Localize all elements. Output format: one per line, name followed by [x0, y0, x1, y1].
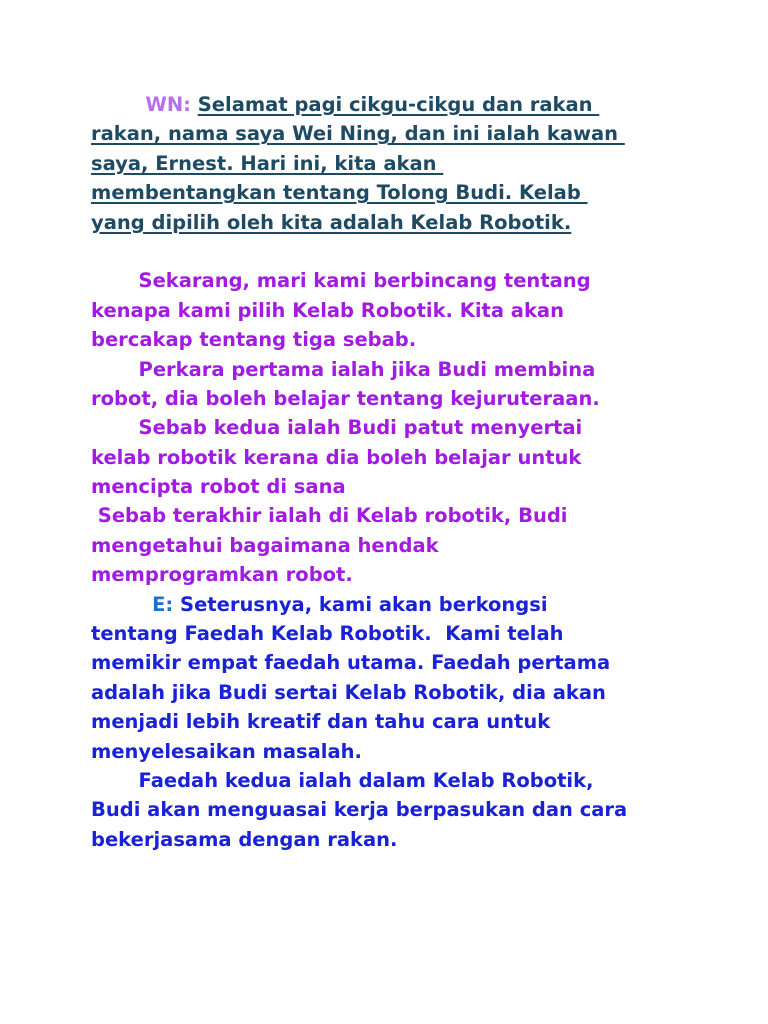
- intro-text: rakan, nama saya Wei Ning, dan ini ialah kawan: [91, 122, 625, 146]
- reasons-line: Sebab terakhir ialah di Kelab robotik, Budi: [91, 504, 568, 528]
- intro-line-2: [91, 119, 691, 148]
- reasons-line: robot, dia boleh belajar tentang kejuruteraan.: [91, 386, 600, 410]
- speaker-e: E:: [152, 592, 174, 616]
- benefits-line: Faedah kedua ialah dalam Kelab Robotik,: [91, 768, 594, 792]
- benefits-text: Seterusnya, kami akan berkongsi: [173, 592, 548, 616]
- reasons-line: bercakap tentang tiga sebab.: [91, 328, 417, 352]
- benefits-line: adalah jika Budi sertai Kelab Robotik, dia akan: [91, 680, 606, 704]
- intro-line-5: [91, 208, 691, 237]
- intro-text: yang dipilih oleh kita adalah Kelab Robotik.: [91, 210, 572, 234]
- benefits-line-1: [91, 590, 691, 619]
- benefits-line: bekerjasama dengan rakan.: [91, 827, 398, 851]
- reasons-line: memprogramkan robot.: [91, 563, 353, 587]
- speaker-label-wn: [91, 93, 145, 116]
- reasons-line: Sekarang, mari kami berbincang tentang: [91, 269, 591, 293]
- document-text: [91, 90, 691, 854]
- reasons-line: mengetahui bagaimana hendak: [91, 533, 439, 557]
- intro-line-3: [91, 149, 691, 178]
- speaker-wn: WN:: [145, 93, 191, 116]
- intro-text: saya, Ernest. Hari ini, kita akan: [91, 151, 444, 175]
- intro-line-1: [91, 90, 691, 119]
- intro-text: membentangkan tentang Tolong Budi. Kelab: [91, 181, 588, 205]
- paragraph-spacer: [91, 237, 691, 266]
- benefits-line: menyelesaikan masalah.: [91, 739, 362, 763]
- reasons-line: Sebab kedua ialah Budi patut menyertai: [91, 416, 583, 440]
- intro-text: Selamat pagi cikgu-cikgu dan rakan: [197, 93, 600, 116]
- benefits-line: memikir empat faedah utama. Faedah pertama: [91, 651, 611, 675]
- reasons-line: Perkara pertama ialah jika Budi membina: [91, 357, 596, 381]
- reasons-line: kelab robotik kerana dia boleh belajar untuk: [91, 445, 582, 469]
- benefits-line: Budi akan menguasai kerja berpasukan dan cara: [91, 798, 628, 822]
- benefits-line: menjadi lebih kreatif dan tahu cara untuk: [91, 710, 551, 734]
- intro-line-4: [91, 178, 691, 207]
- benefits-line: tentang Faedah Kelab Robotik. Kami telah: [91, 622, 564, 646]
- reasons-line: kenapa kami pilih Kelab Robotik. Kita akan: [91, 298, 564, 322]
- reasons-line: mencipta robot di sana: [91, 475, 346, 499]
